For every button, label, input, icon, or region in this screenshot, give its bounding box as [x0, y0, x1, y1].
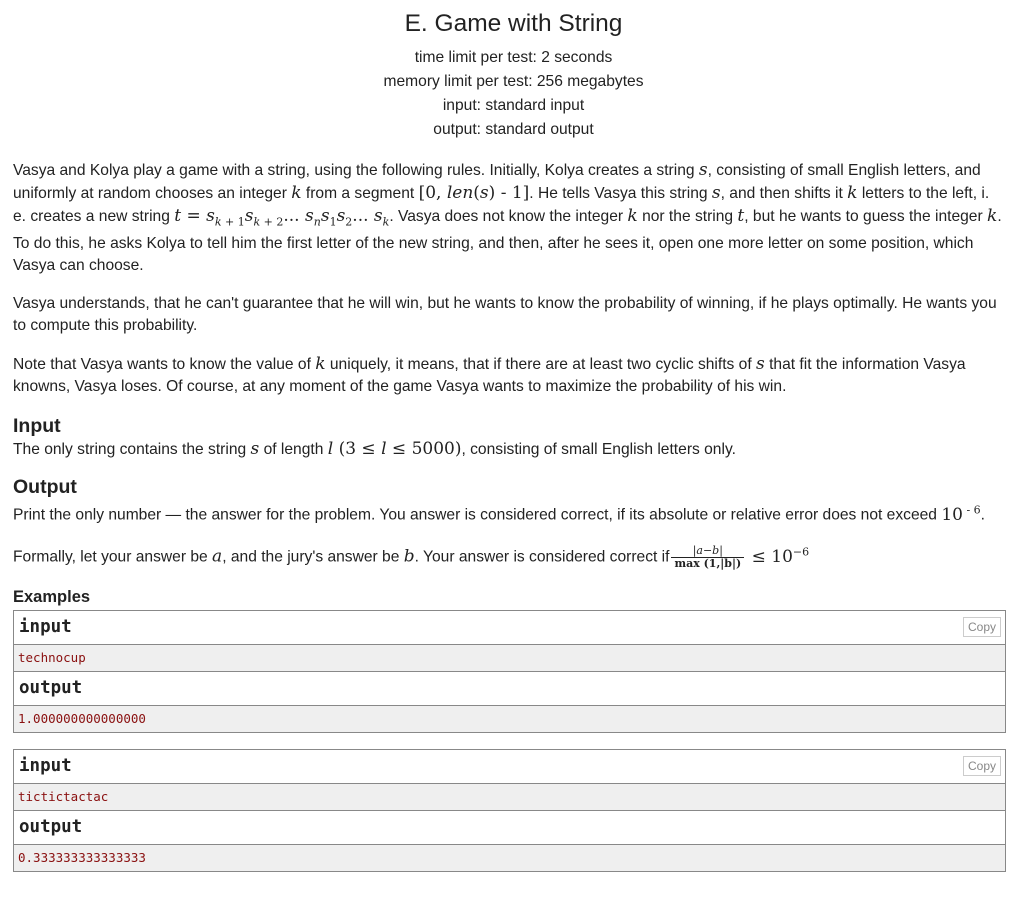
statement-paragraph-2: Vasya understands, that he can't guarantee that he will win, but he wants to know the probability of winning, if he plays optimally. He wants you to compute this probability. [13, 295, 997, 335]
example-output-label: output [19, 817, 83, 838]
example-input-text: tictictactac [14, 784, 1005, 810]
example-input-label: input [19, 617, 72, 638]
problem-title: E. Game with String [404, 10, 623, 37]
copy-button[interactable]: Copy [963, 617, 1001, 637]
output-file: output: standard output [433, 121, 594, 138]
copy-button[interactable]: Copy [963, 756, 1001, 776]
output-section-title: Output [13, 476, 77, 499]
problem-header [0, 0, 1027, 142]
output-section-text: Print the only number — the answer for the problem. You answer is considered correct, if its absolute or relative error does not exceed 10 $^{- 6}$. [13, 503, 986, 526]
example-output-text: 1.000000000000000 [14, 706, 1005, 732]
time-limit: time limit per test: 2 seconds [414, 49, 613, 66]
input-file: input: standard input [442, 97, 585, 114]
output-section [13, 475, 1005, 570]
example-output-label: output [19, 678, 83, 699]
example-input-text: technocup [14, 645, 1005, 671]
input-section-text: The only string contains the string s of length l (3 ≤ l ≤ 5000), consisting of small English letters only. [13, 439, 736, 460]
example-output-header [14, 671, 1005, 706]
example-input-label: input [19, 756, 72, 777]
example-1 [13, 610, 1006, 733]
example-output-text: 0.333333333333333 [14, 845, 1005, 871]
memory-limit: memory limit per test: 256 megabytes [383, 73, 644, 90]
example-output-header [14, 810, 1005, 845]
input-section [13, 414, 1005, 461]
problem-statement [0, 159, 1027, 570]
example-input-header [14, 611, 1005, 645]
statement-paragraph-3: Note that Vasya wants to know the value of k uniquely, it means, that if there are at least two cyclic shifts of s that fit the information Vasya knowns, Vasya loses. Of course, at any moment of the game Vasya wants to maximize the probability of his win. [13, 354, 966, 396]
statement-paragraph-1: Vasya and Kolya play a game with a string, using the following rules. Initially, Kolya creates a string s, consisting of small English letters, and uniformly at random chooses an integer k from a segment [0, len(s) - 1]. He tells Vasya this string s, and then shifts it k letters to the left, i. e. creates a new string $t = s_{k + 1}s_{k + 2}$... $s_ns_1s_2$... $s_k$. Vasya does not know the integer k nor the string t, but he wants to guess the integer k. To do this, he asks Kolya to tell him the first letter of the new string, and then, after he sees it, open one more letter on some position, which Vasya can choose. [13, 160, 1002, 275]
error-formula: $\frac{|a-b|}{\max (1,|b|)}$ [671, 545, 744, 570]
examples-title: Examples [13, 588, 91, 607]
example-2 [13, 749, 1006, 872]
example-input-header [14, 750, 1005, 784]
output-formal-text: Formally, let your answer be a, and the jury's answer be b. Your answer is considered correct if $\frac{|a-b|}{\max (1,|b|)}$ ≤ $10^{-6}$ [13, 544, 810, 571]
input-section-title: Input [13, 415, 61, 438]
examples-section [0, 586, 1027, 872]
